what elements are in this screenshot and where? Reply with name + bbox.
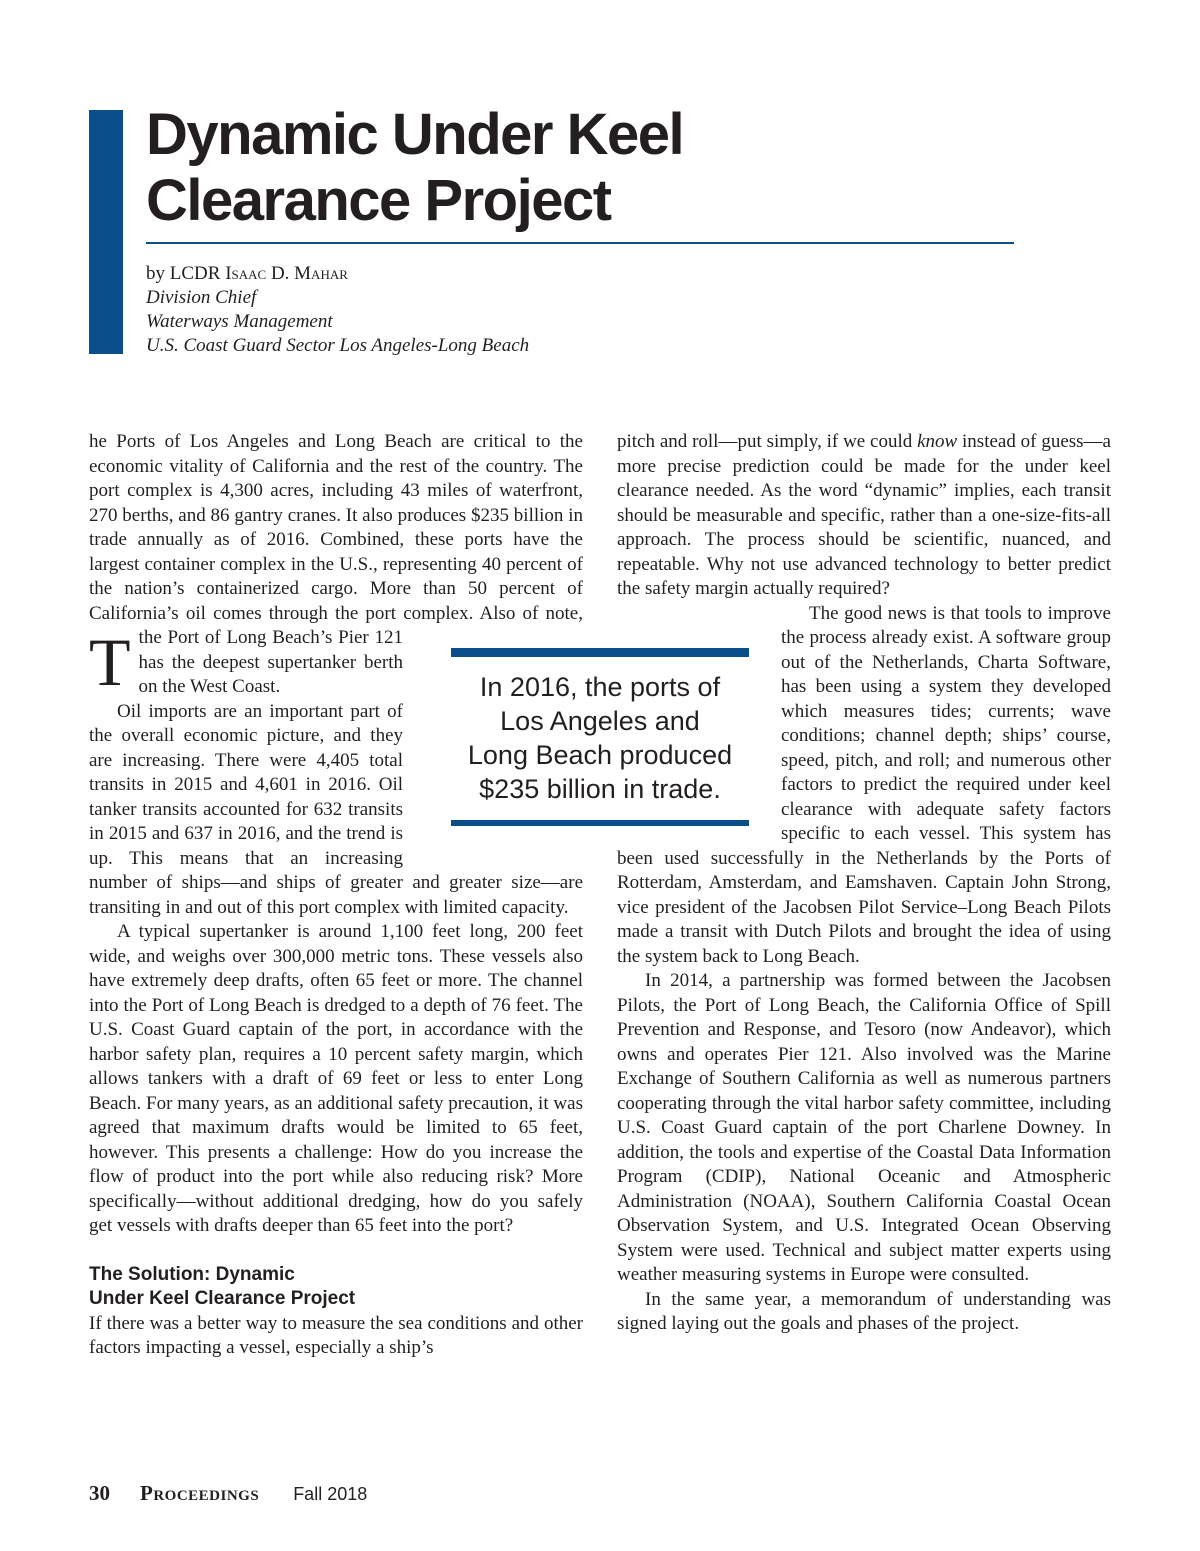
body-paragraph-4: If there was a better way to measure the sea conditions and other factors impacting a vessel, especially a ship’s <box>89 1312 583 1358</box>
pull-quote-text <box>451 670 749 806</box>
title-accent-bar <box>89 110 123 354</box>
article-title <box>146 102 1046 234</box>
byline-prefix: by LCDR <box>146 263 226 284</box>
issue-date: Fall 2018 <box>293 1484 368 1504</box>
paragraph-1-text: he Ports of Los Angeles and Long Beach are critical to the economic vitality of California and the rest of the country. The port complex is 4,300 acres, including 43 miles of waterfront, 270 berths, and 86 gantry cranes. It also produces $235 billion in trade annually as of 2016. Combined, these ports have the largest container complex in the U.S., representing 40 percent of the nation’s containerized cargo. More than 50 percent of California’s oil comes through the port complex. Also of note, the Port of Long Beach’s Pier 121 has the deepest supertanker berth on the West Coast. <box>89 431 583 697</box>
title-divider <box>146 242 1014 244</box>
pull-quote-line-3: Long Beach produced <box>467 740 733 770</box>
body-paragraph-7: In 2014, a partnership was formed between the Jacobsen Pilots, the Port of Long Beach, the California Office of Spill Prevention and Response, and Tesoro (now Andeavor), which owns and operates Pier 121. Also involved was the Marine Exchange of Southern California as well as numerous partners cooperating through the vital harbor safety committee, including U.S. Coast Guard captain of the port Charlene Downey. In addition, the tools and expertise of the Coastal Data Information Program (CDIP), National Oceanic and Atmospheric Administration (NOAA), Southern California Coastal Ocean Observation System, and U.S. Integrated Ocean Observing System were used. Technical and subject matter experts using weather measuring systems in Europe were consulted. <box>617 970 1111 1285</box>
section-subhead <box>89 1263 583 1312</box>
p6-text: The good news is that tools to improve the process already exist. A software group out of the Netherlands, Charta Software, has been using a system they developed which measures tides; currents; wave conditions; channel depth; ships’ course, speed, pitch, and roll; and numerous other factors to predict the required under keel clearance with adequate safety factors specific to each vessel. This system has been used successfully in the Netherlands by the Ports of Rotterdam, Amsterdam, and Eamshaven. Captain John Strong, vice president of the Jacobsen Pilot Service–Long Beach Pilots made a transit with Dutch Pilots and brought the idea of using the system back to Long Beach. <box>617 602 1111 967</box>
body-paragraph-5 <box>617 430 1111 602</box>
pull-quote-line-2: Los Angeles and <box>500 706 700 736</box>
byline <box>146 262 529 358</box>
page-footer <box>89 1481 367 1506</box>
p5-part-a: pitch and roll—put simply, if we could <box>617 431 918 452</box>
body-paragraph-2: Oil imports are an important part of the overall economic picture, and they are increasing. There were 4,405 total transits in 2015 and 4,601 in 2016. Oil tanker transits accounted for 632 transits in 2015 and 637 in 2016, and the trend is up. This means that an increasing number of ships—and ships of greater and greater size—are transiting in and out of this port complex with limited capacity. <box>89 700 583 918</box>
title-line-1: Dynamic Under Keel <box>146 102 684 167</box>
right-column <box>617 430 1111 1337</box>
pull-quote-line-1: In 2016, the ports of <box>479 672 721 702</box>
subhead-line-2: Under Keel Clearance Project <box>89 1288 356 1309</box>
pull-quote-bottom-rule <box>451 820 749 826</box>
subhead-line-1: The Solution: Dynamic <box>89 1263 295 1285</box>
page-number: 30 <box>89 1481 110 1505</box>
p5-part-b: instead of guess—a more precise prediction could be made for the under keel clearance needed. As the word “dynamic” implies, each transit should be measurable and specific, rather than a one-size-fits-all approach. The process should be scientific, nuanced, and repeatable. Why not use advanced technology to better predict the safety margin actually required? <box>617 431 1111 599</box>
title-line-2: Clearance Project <box>146 168 611 233</box>
left-column <box>89 430 583 1361</box>
author-title: Division Chief <box>146 287 257 308</box>
body-paragraph-8: In the same year, a memorandum of understanding was signed laying out the goals and phases of the project. <box>617 1288 1111 1334</box>
author-unit: Waterways Management <box>146 311 333 332</box>
publication-name: Proceedings <box>140 1481 260 1505</box>
author-org: U.S. Coast Guard Sector Los Angeles-Long Beach <box>146 335 530 356</box>
p5-emphasis: know <box>917 431 958 452</box>
pull-quote <box>451 648 749 826</box>
body-paragraph-3: A typical supertanker is around 1,100 feet long, 200 feet wide, and weighs over 300,000 metric tons. These vessels also have extremely deep drafts, often 65 feet or more. The channel into the Port of Long Beach is dredged to a depth of 76 feet. The U.S. Coast Guard captain of the port, in accordance with the harbor safety plan, requires a 10 percent safety margin, which allows tankers with a draft of 69 feet or less to enter Long Beach. For many years, as an additional safety precaution, it was agreed that maximum drafts would be limited to 65 feet, however. This presents a challenge: How do you increase the flow of product into the port while also reducing risk? More specifically—without additional dredging, how do you safely get vessels with drafts deeper than 65 feet into the port? <box>89 921 583 1236</box>
pull-quote-line-4: $235 billion in trade. <box>479 774 721 804</box>
pull-quote-top-rule <box>451 648 749 657</box>
author-name: Isaac D. Mahar <box>225 263 348 284</box>
drop-cap: T <box>89 624 131 700</box>
